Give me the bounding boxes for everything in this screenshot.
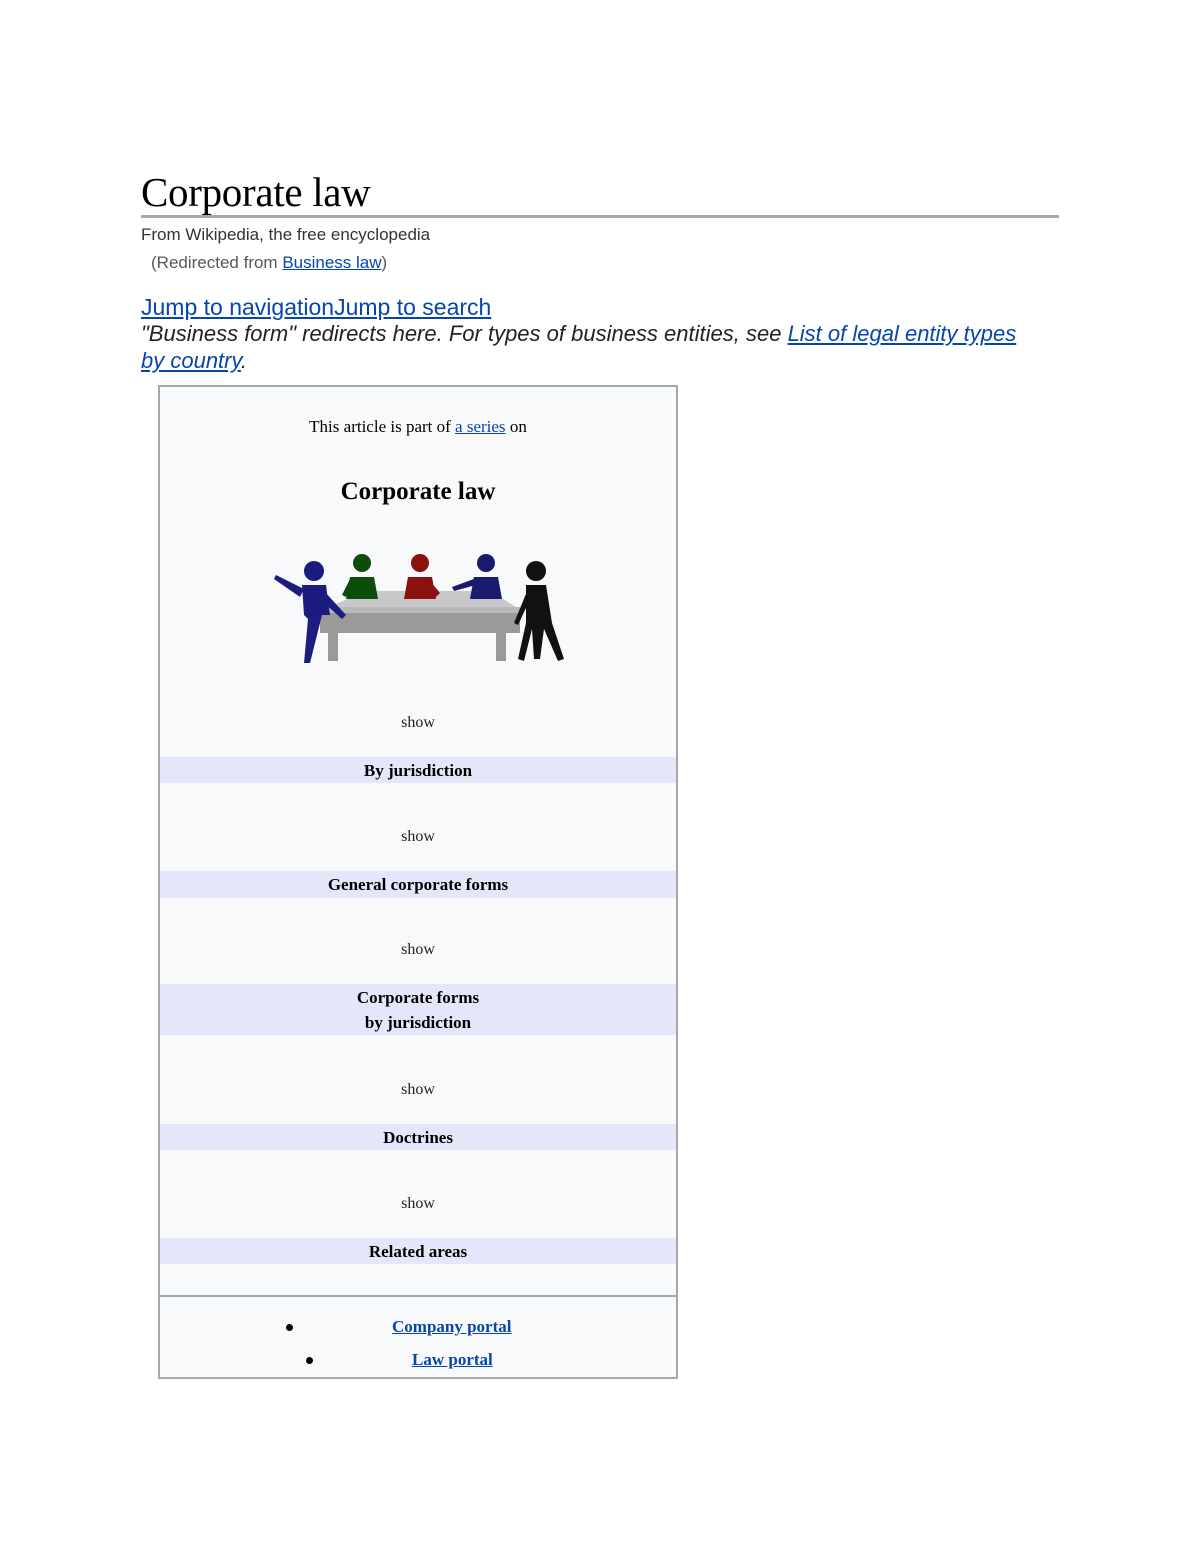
toggle-by-jurisdiction[interactable]: show [401,714,435,731]
hatnote [141,320,1041,374]
sidebar-title: Corporate law [340,478,496,505]
redirect-prefix: (Redirected from [151,253,283,272]
heading-line-1: Corporate forms [356,987,480,1007]
redirect-source-link[interactable]: Business law [282,253,382,272]
law-portal-link[interactable]: Law portal [412,1350,493,1369]
pretitle-prefix: This article is part of [309,417,456,436]
bullet-icon [286,1324,293,1331]
hatnote-end: . [240,348,247,373]
redirect-note [151,253,387,273]
heading-related-areas: Related areas [160,1238,676,1264]
toggle-general-corporate-forms[interactable]: show [401,828,435,845]
heading-by-jurisdiction: By jurisdiction [160,757,676,783]
heading-corporate-forms-by-jurisdiction [160,984,676,1035]
heading-doctrines: Doctrines [160,1124,676,1150]
toggle-doctrines[interactable]: show [401,1081,435,1098]
jump-to-search-link[interactable]: Jump to search [334,294,492,320]
redirect-suffix: ) [381,253,388,272]
page-title: Corporate law [141,169,371,215]
toggle-corporate-forms-by-jurisdiction[interactable]: show [401,941,435,958]
company-portal-link[interactable]: Company portal [392,1317,512,1336]
title-divider [141,215,1059,218]
pretitle-suffix: on [505,417,527,436]
portal-divider [160,1295,676,1297]
heading-line-2: by jurisdiction [364,1012,472,1032]
toggle-related-areas[interactable]: show [401,1195,435,1212]
corporate-meeting-illustration [270,549,566,669]
series-link[interactable]: a series [455,417,506,436]
site-tagline: From Wikipedia, the free encyclopedia [141,225,431,244]
bullet-icon [306,1357,313,1364]
sidebar-pretitle [160,417,676,437]
hatnote-link[interactable]: List of legal entity types by country [141,321,1017,373]
heading-general-corporate-forms: General corporate forms [160,871,676,898]
jump-links [141,294,491,320]
jump-to-navigation-link[interactable]: Jump to navigation [141,294,335,320]
hatnote-text: "Business form" redirects here. For types of business entities, see [141,321,788,346]
series-sidebar [158,385,678,1379]
